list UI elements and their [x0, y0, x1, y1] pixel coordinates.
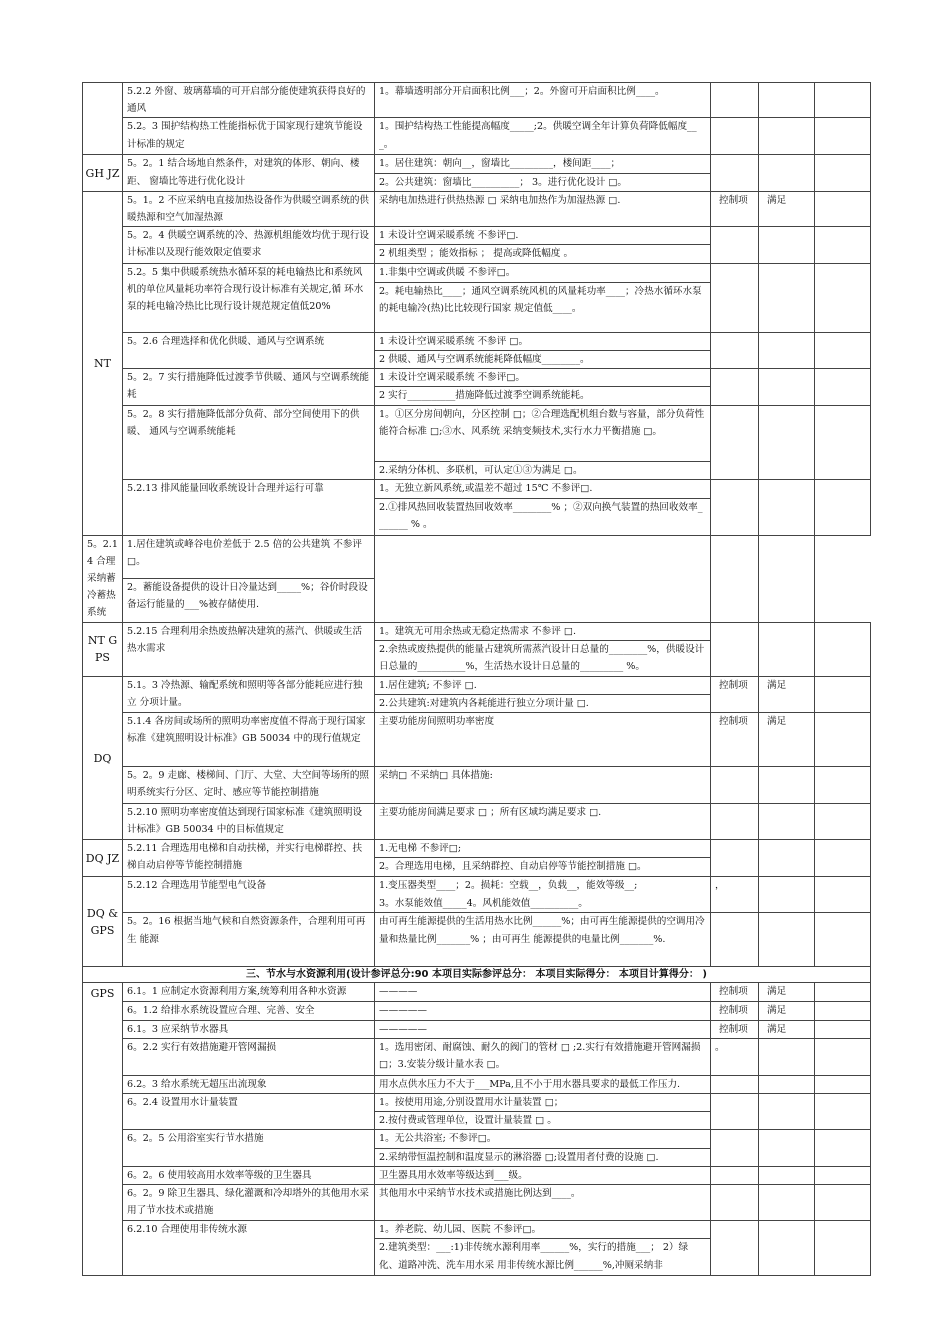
item-desc-5-2-5: 5.2。5 集中供暖系统热水循环泵的耗电输热比和系统风 机的单位风量耗功率符合现行设计标准有关规定,循 环水泵的耗电输冷热比比现行设计规范规定值低20%	[123, 263, 375, 332]
item-desc-5-2-11: 5.2.11 合理选用电梯和自动扶梯，并实行电梯群控、扶 梯自动启停等节能控制措施	[123, 840, 375, 877]
item-desc-6-1-2: 6。1.2 给排水系统设置应合理、完善、安全	[123, 1002, 375, 1020]
item-desc-5-2-6: 5。2.6 合理选择和优化供暖、通风与空调系统	[123, 332, 375, 368]
item-content-6-2-10-b: 2.建筑类型：___:1)非传统水源利用率______%，实行的措施___； 2）绿化、道路冲洗、洗车用水采 用非传统水源比例______%,冲厕采纳非	[375, 1239, 711, 1276]
item-content-6-1-2: —————	[375, 1002, 711, 1020]
category-dq-gps: DQ & GPS	[83, 877, 123, 967]
item-desc-6-2-2: 6。2.2 实行有效措施避开管网漏损	[123, 1038, 375, 1075]
item-desc-5-2-16: 5。2。16 根据当地气候和自然资源条件，合理利用可再生 能源	[123, 913, 375, 967]
item-content-5-2-3: 1。围护结构热工性能提高幅度_____;2。供暖空调全年计算负荷降低幅度___。	[375, 118, 711, 155]
item-desc-6-2-3: 6.2。3 给水系统无超压出流现象	[123, 1075, 375, 1093]
item-content-5-2-9: 采纳□ 不采纳□ 具体措施:	[375, 767, 711, 804]
item-desc-5-1-2: 5。1。2 不应采纳电直接加热设备作为供暖空调系统的供 暖热源和空气加湿热源	[123, 191, 375, 226]
item-desc-6-2-10: 6.2.10 合理使用非传统水源	[123, 1221, 375, 1276]
item-content-5-1-3-b: 2.公共建筑:对建筑内各耗能进行独立分项计量 □.	[375, 695, 711, 713]
item-type-6-1-3: 控制项	[711, 1020, 759, 1038]
item-content-5-2-2: 1。幕墙透明部分开启面积比例___；2。外窗可开启面积比例____。	[375, 83, 711, 118]
item-content-6-1-3: —————	[375, 1020, 711, 1038]
item-content-6-2-2: 1。选用密闭、耐腐蚀、耐久的阀门的管材 □ ;2.实行有效措施避开管网漏损 □；3.安装分级计量水表 □。	[375, 1038, 711, 1075]
item-content-5-2-13-b: 2.①排风热回收装置热回收效率________% ；②双向换气装置的热回收效率_______ % 。	[375, 498, 711, 535]
item-content-6-2-4-a: 1。按使用用途,分别设置用水计量装置 □；	[375, 1094, 711, 1112]
item-content-5-2-10: 主要功能房间满足要求 □ ；所有区域均满足要求 □.	[375, 804, 711, 840]
item-content-5-2-12-a: 1.变压器类型____；2。损耗：空载__，负载__，能效等级__;	[379, 880, 638, 892]
item-desc-6-2-4: 6。2.4 设置用水计量装置	[123, 1094, 375, 1130]
item-content-5-2-15-a: 1。建筑无可用余热或无稳定热需求 不参评 □.	[375, 622, 711, 640]
item-content-5-2-12	[375, 877, 711, 913]
item-desc-6-1-3: 6.1。3 应采纳节水器具	[123, 1020, 375, 1038]
evaluation-table	[82, 82, 871, 1276]
item-content-5-2-6-b: 2 供暖、通风与空调系统能耗降低幅度________。	[375, 350, 711, 368]
item-content-5-2-7-b: 2 实行__________措施降低过渡季空调系统能耗。	[375, 387, 711, 406]
item-desc-5-2-2: 5.2.2 外窗、玻璃幕墙的可开启部分能使建筑获得良好的通风	[123, 83, 375, 118]
item-desc-5-2-13: 5.2.13 排风能量回收系统设计合理并运行可靠	[123, 480, 375, 535]
item-result-5-1-4: 满足	[759, 713, 815, 767]
category-gps: GPS	[83, 983, 123, 1276]
item-content-5-2-1-b: 2。公共建筑：窗墙比__________； 3。进行优化设计 □。	[375, 173, 711, 191]
item-desc-5-2-4: 5。2。4 供暖空调系统的冷、热源机组能效均优于现行设 计标准以及现行能效限定值要求	[123, 227, 375, 263]
item-content-5-2-13-a: 1。无独立新风系统,或温差不超过 15℃ 不参评□.	[375, 480, 711, 498]
item-result-5-1-3: 满足	[759, 676, 815, 712]
item-desc-5-1-4: 5.1.4 各房间或场所的照明功率密度值不得高于现行国家标准《建筑照明设计标准》GB 50034 中的现行值规定	[123, 713, 375, 767]
item-content-5-1-4: 主要功能房间照明功率密度	[375, 713, 711, 767]
item-content-6-2-5-a: 1。无公共浴室; 不参评□。	[375, 1130, 711, 1148]
item-content-5-2-12-b: 3。水泵能效值_____4。风机能效值__________。	[379, 897, 588, 909]
item-desc-5-1-3: 5.1。3 冷热源、输配系统和照明等各部分能耗应进行独立 分项计量。	[123, 676, 375, 712]
item-desc-5-2-14: 5。2.14 合理采纳蓄冷蓄热系统	[83, 535, 123, 622]
item-content-6-2-5-b: 2.采纳带恒温控制和温度显示的淋浴器 □;设置用者付费的设施 □.	[375, 1148, 711, 1166]
item-content-5-2-4-b: 2 机组类型 ；能效指标 ； 提高或降低幅度 。	[375, 245, 711, 263]
item-desc-6-2-9: 6。2。9 除卫生器具、绿化灌溉和冷却塔外的其他用水采 用了节水技术或措施	[123, 1185, 375, 1221]
category-nt-gps: NT GPS	[83, 622, 123, 676]
item-desc-5-2-15: 5.2.15 合理利用余热废热解决建筑的蒸汽、供暖或生活 热水需求	[123, 622, 375, 676]
item-content-5-1-2: 采纳电加热进行供热热源 □ 采纳电加热作为加湿热源 □.	[375, 191, 711, 226]
item-result-5-1-2: 满足	[759, 191, 815, 226]
item-content-5-2-8-a: 1。①区分房间朝向，分区控制 □；②合理选配机组台数与容量，部分负荷性能符合标准 □;③水、风系统 采纳变频技术,实行水力平衡措施 □。	[375, 406, 711, 462]
item-content-6-2-10-a: 1。养老院、幼儿园、医院 不参评□。	[375, 1221, 711, 1239]
item-content-5-2-15-b: 2.余热或废热提供的能量占建筑所需蒸汽设计日总量的________%，供暖设计日总量的__________%，生活热水设计日总量的_________ %。	[375, 640, 711, 676]
item-content-5-2-14-a: 1.居住建筑或峰谷电价差低于 2.5 倍的公共建筑 不参评□。	[123, 535, 375, 579]
item-content-5-2-5-b: 2。耗电输热比____；通风空调系统风机的风量耗功率____；冷热水循环水泵的耗电输冷(热)比比较现行国家 规定值低____。	[375, 282, 711, 332]
item-desc-6-2-6: 6。2。6 使用较高用水效率等级的卫生器具	[123, 1166, 375, 1184]
item-desc-5-2-8: 5。2。8 实行措施降低部分负荷、部分空间使用下的供暖、 通风与空调系统能耗	[123, 406, 375, 480]
item-desc-5-2-10: 5.2.10 照明功率密度值达到现行国家标准《建筑照明设计标准》GB 50034 中的目标值规定	[123, 804, 375, 840]
item-type-6-1-2: 控制项	[711, 1002, 759, 1020]
item-desc-6-2-5: 6。2。5 公用浴室实行节水措施	[123, 1130, 375, 1166]
item-type-6-2-2: 。	[711, 1038, 759, 1075]
item-content-5-2-1-a: 1。居住建筑：朝向__，窗墙比_________，楼间距____；	[375, 155, 711, 173]
item-content-5-1-3-a: 1.居住建筑; 不参评 □.	[375, 676, 711, 694]
item-desc-6-1-1: 6.1。1 应制定水资源利用方案,统筹利用各种水资源	[123, 983, 375, 1002]
item-desc-5-2-3: 5.2。3 围护结构热工性能指标优于国家现行建筑节能设计标准的规定	[123, 118, 375, 155]
item-desc-5-2-9: 5。2。9 走廊、楼梯间、门厅、大堂、大空间等场所的照 明系统实行分区、定时、感应等节能控制措施	[123, 767, 375, 804]
item-content-6-2-6: 卫生器具用水效率等级达到___级。	[375, 1166, 711, 1184]
item-content-6-2-9: 其他用水中采纳节水技术或措施比例达到____。	[375, 1185, 711, 1221]
item-content-6-2-4-b: 2.按付费或管理单位，设置计量装置 □ 。	[375, 1112, 711, 1130]
item-content-6-2-3: 用水点供水压力不大于___MPa,且不小于用水器具要求的最低工作压力.	[375, 1075, 711, 1093]
item-type-5-2-12: ，	[711, 877, 759, 913]
item-content-5-2-7-a: 1 未设计空调采暖系统 不参评□。	[375, 369, 711, 387]
category-dq: DQ	[83, 676, 123, 839]
item-type-5-1-2: 控制项	[711, 191, 759, 226]
item-result-6-1-3: 满足	[759, 1020, 815, 1038]
category-dq-jz: DQ JZ	[83, 840, 123, 877]
item-content-5-2-11-a: 1.无电梯 不参评□;	[375, 840, 711, 858]
item-content-5-2-5-a: 1.非集中空调或供暖 不参评□。	[375, 263, 711, 282]
item-desc-5-2-12: 5.2.12 合理选用节能型电气设备	[123, 877, 375, 913]
item-type-6-1-1: 控制项	[711, 983, 759, 1002]
item-content-5-2-4-a: 1 未设计空调采暖系统 不参评□.	[375, 227, 711, 245]
item-type-5-1-3: 控制项	[711, 676, 759, 712]
item-content-5-2-11-b: 2。合理选用电梯，且采纳群控、自动启停等节能控制措施 □。	[375, 858, 711, 877]
item-result-6-1-2: 满足	[759, 1002, 815, 1020]
item-desc-5-2-7: 5。2。7 实行措施降低过渡季节供暖、通风与空调系统能耗	[123, 369, 375, 406]
category-ghjz: GH JZ	[83, 155, 123, 191]
item-type-5-1-4: 控制项	[711, 713, 759, 767]
item-content-5-2-16: 由可再生能源提供的生活用热水比例______%；由可再生能源提供的空调用冷量和热量比例_______% ；由可再生 能源提供的电量比例_______%.	[375, 913, 711, 967]
item-desc-5-2-1: 5。2。1 结合场地自然条件，对建筑的体形、朝向、楼距、 窗墙比等进行优化设计	[123, 155, 375, 191]
category-cell	[83, 83, 123, 155]
category-nt: NT	[83, 191, 123, 535]
section-title: 三、节水与水资源利用(设计参评总分:90 本项目实际参评总分： 本项目实际得分： 本项目计算得分： )	[83, 967, 871, 983]
item-result-6-1-1: 满足	[759, 983, 815, 1002]
item-content-5-2-14-b: 2。蓄能设备提供的设计日冷量达到_____%；谷价时段设备运行能量的___%被存储使用.	[123, 579, 375, 623]
item-content-5-2-6-a: 1 未设计空调采暖系统 不参评 □。	[375, 332, 711, 350]
item-content-5-2-8-b: 2.采纳分体机、多联机，可认定①③为满足 □。	[375, 462, 711, 480]
item-content-6-1-1: ————	[375, 983, 711, 1002]
